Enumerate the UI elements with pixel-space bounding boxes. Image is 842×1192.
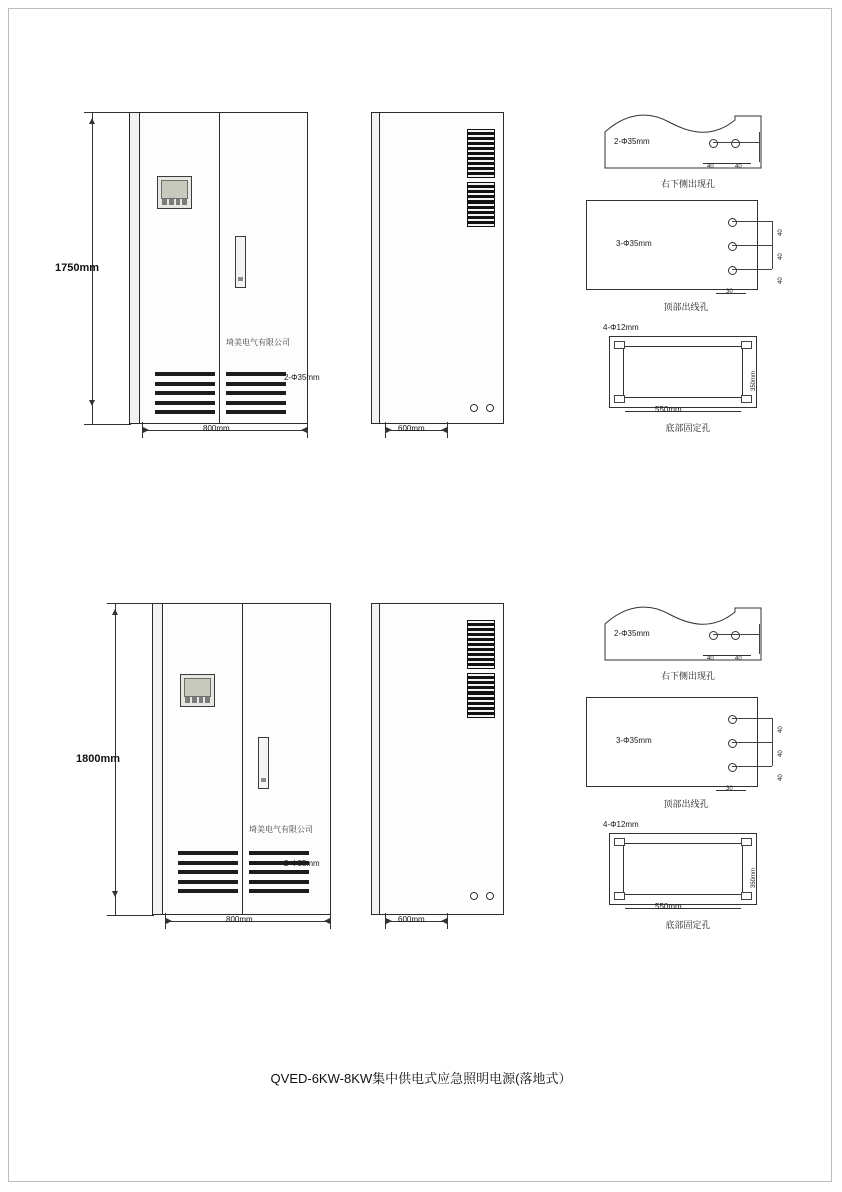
detail-dim-b-upper: 40 (735, 164, 742, 170)
detail-caption-bottom-fixing-lower: 底部固定孔 (665, 920, 711, 930)
front-vent-right-lower (249, 851, 309, 893)
fixing-corner-bl-lower (614, 892, 625, 900)
fixing-corner-br-lower (741, 892, 752, 900)
detail-hole-a-upper (709, 139, 718, 148)
fixing-corner-tl-upper (614, 341, 625, 349)
top-outlet-hole-3-upper (728, 266, 737, 275)
top-outlet-hole-1-upper (728, 218, 737, 227)
detail-hole-lead-lower (713, 634, 759, 635)
fixing-corner-br-upper (741, 395, 752, 403)
top-outlet-hole-2-lower (728, 739, 737, 748)
cabinet-front-view-upper (129, 112, 308, 424)
bottom-fixing-width-dim-line-lower (625, 908, 741, 909)
cabinet-side-view-upper (284, 112, 504, 424)
top-outlet-dim-2-lower: 40 (778, 750, 784, 757)
display-button-row-lower (185, 697, 210, 703)
side-width-arrow-left-lower (386, 918, 392, 924)
top-outlet-hole-3-lower (728, 763, 737, 772)
side-vent-top-lower (467, 620, 495, 669)
top-outlet-dim-2-upper: 40 (778, 253, 784, 260)
side-width-tick-right-lower (447, 913, 448, 929)
detail-dim-b-lower: 40 (735, 656, 742, 662)
detail-hole-label-upper: 2-Φ35mm (614, 137, 650, 146)
side-hole-label-upper: 2-Φ35mm (284, 373, 320, 382)
width-dim-arrow-right-upper (301, 427, 307, 433)
side-hole-label-lower: 2-Φ35mm (284, 859, 320, 868)
detail-caption-top-outlet-upper: 顶部出线孔 (663, 302, 709, 312)
front-vent-left-lower (178, 851, 238, 893)
door-handle (235, 236, 246, 288)
detail-hole-b-upper (731, 139, 740, 148)
top-outlet-dim-3-lower: 40 (778, 774, 784, 781)
width-dim-label-upper: 800mm (203, 424, 230, 433)
bottom-fixing-width-dim-line-upper (625, 411, 741, 412)
width-dim-arrow-left-upper (143, 427, 149, 433)
cabinet-left-frame (130, 113, 140, 423)
width-dim-tick-right-lower (330, 913, 331, 929)
bottom-fixing-inner-upper (623, 346, 743, 398)
height-dim-tick-top-lower (107, 603, 154, 604)
side-vent-top-upper (467, 129, 495, 178)
height-dim-label-lower: 1800mm (76, 753, 121, 765)
fixing-corner-tr-upper (741, 341, 752, 349)
top-outlet-lead-2-upper (732, 245, 772, 246)
top-outlet-lead-1-lower (732, 718, 772, 719)
cabinet-left-frame-lower (153, 604, 163, 914)
fixing-corner-tr-lower (741, 838, 752, 846)
door-handle-lower (258, 737, 269, 789)
top-outlet-lead-3-lower (732, 766, 772, 767)
top-outlet-dim-1-lower: 40 (778, 726, 784, 733)
cabinet-door-split-lower (242, 604, 243, 914)
side-vent-bottom-upper (467, 182, 495, 227)
bottom-fixing-hole-label-upper: 4-Φ12mm (603, 323, 639, 332)
top-outlet-lead-3-upper (732, 269, 772, 270)
height-dim-tick-bottom-lower (107, 915, 154, 916)
fixing-corner-bl-upper (614, 395, 625, 403)
top-outlet-dim-3-upper: 40 (778, 277, 784, 284)
height-dim-arrow-top-lower (112, 609, 118, 615)
top-outlet-edge-dim-upper: 30 (726, 289, 733, 295)
front-vent-left-upper (155, 372, 215, 414)
side-hole-2-lower (486, 892, 494, 900)
front-vent-right-upper (226, 372, 286, 414)
bottom-fixing-hole-label-lower: 4-Φ12mm (603, 820, 639, 829)
bottom-fixing-width-label-lower: 550mm (655, 902, 682, 911)
display-glass-lower (184, 678, 211, 697)
side-vent-bottom-lower (467, 673, 495, 718)
bottom-fixing-inner-lower (623, 843, 743, 895)
side-width-label-lower: 600mm (398, 915, 425, 924)
bottom-fixing-width-label-upper: 550mm (655, 405, 682, 414)
detail-hole-b-lower (731, 631, 740, 640)
side-width-arrow-right-upper (441, 427, 447, 433)
detail-hole-label-lower: 2-Φ35mm (614, 629, 650, 638)
height-dim-arrow-top-upper (89, 118, 95, 124)
detail-hole-leadv-lower (759, 624, 760, 654)
side-hole-2-upper (486, 404, 494, 412)
height-dim-arrow-bottom-upper (89, 400, 95, 406)
width-dim-tick-right-upper (307, 422, 308, 438)
display-glass (161, 180, 188, 199)
control-panel-display (157, 176, 192, 209)
detail-dim-a-upper: 40 (707, 164, 714, 170)
width-dim-arrow-right-lower (324, 918, 330, 924)
top-outlet-hole-1-lower (728, 715, 737, 724)
detail-dim-a-lower: 40 (707, 656, 714, 662)
detail-hole-lead-upper (713, 142, 759, 143)
side-hole-1-upper (470, 404, 478, 412)
top-outlet-dim-leader-upper (772, 221, 773, 269)
side-width-arrow-left-upper (386, 427, 392, 433)
display-button-row (162, 199, 187, 205)
control-panel-display-lower (180, 674, 215, 707)
detail-caption-top-outlet-lower: 顶部出线孔 (663, 799, 709, 809)
drawing-title: QVED-6KW-8KW集中供电式应急照明电源(落地式） (270, 1071, 572, 1086)
height-dim-tick-bottom-upper (84, 424, 131, 425)
detail-caption-bottom-fixing-upper: 底部固定孔 (665, 423, 711, 433)
side-hole-1-lower (470, 892, 478, 900)
height-dim-tick-top-upper (84, 112, 131, 113)
detail-hole-a-lower (709, 631, 718, 640)
brand-label-upper: 埼美电气有限公司 (226, 338, 290, 347)
side-width-tick-right-upper (447, 422, 448, 438)
cabinet-front-view-lower (152, 603, 331, 915)
top-outlet-lead-2-lower (732, 742, 772, 743)
height-dim-arrow-bottom-lower (112, 891, 118, 897)
detail-caption-right-bottom-upper: 右下侧出现孔 (660, 179, 715, 189)
side-front-edge-lower (372, 604, 380, 914)
height-dim-label-upper: 1750mm (55, 262, 100, 274)
width-dim-arrow-left-lower (166, 918, 172, 924)
cabinet-side-view-lower (284, 603, 504, 915)
top-outlet-hole-2-upper (728, 242, 737, 251)
bottom-fixing-depth-label-upper: 350mm (751, 370, 757, 391)
cabinet-door-split (219, 113, 220, 423)
width-dim-label-lower: 800mm (226, 915, 253, 924)
bottom-fixing-depth-label-lower: 350mm (751, 867, 757, 888)
top-outlet-hole-label-lower: 3-Φ35mm (616, 736, 652, 745)
fixing-corner-tl-lower (614, 838, 625, 846)
side-front-edge-upper (372, 113, 380, 423)
top-outlet-lead-1-upper (732, 221, 772, 222)
side-width-arrow-right-lower (441, 918, 447, 924)
detail-caption-right-bottom-lower: 右下侧出现孔 (660, 671, 715, 681)
top-outlet-dim-1-upper: 40 (778, 229, 784, 236)
brand-label-lower: 埼美电气有限公司 (249, 825, 313, 834)
top-outlet-hole-label-upper: 3-Φ35mm (616, 239, 652, 248)
side-width-label-upper: 600mm (398, 424, 425, 433)
top-outlet-dim-leader-lower (772, 718, 773, 766)
top-outlet-edge-dim-lower: 30 (726, 786, 733, 792)
detail-hole-leadv-upper (759, 132, 760, 162)
